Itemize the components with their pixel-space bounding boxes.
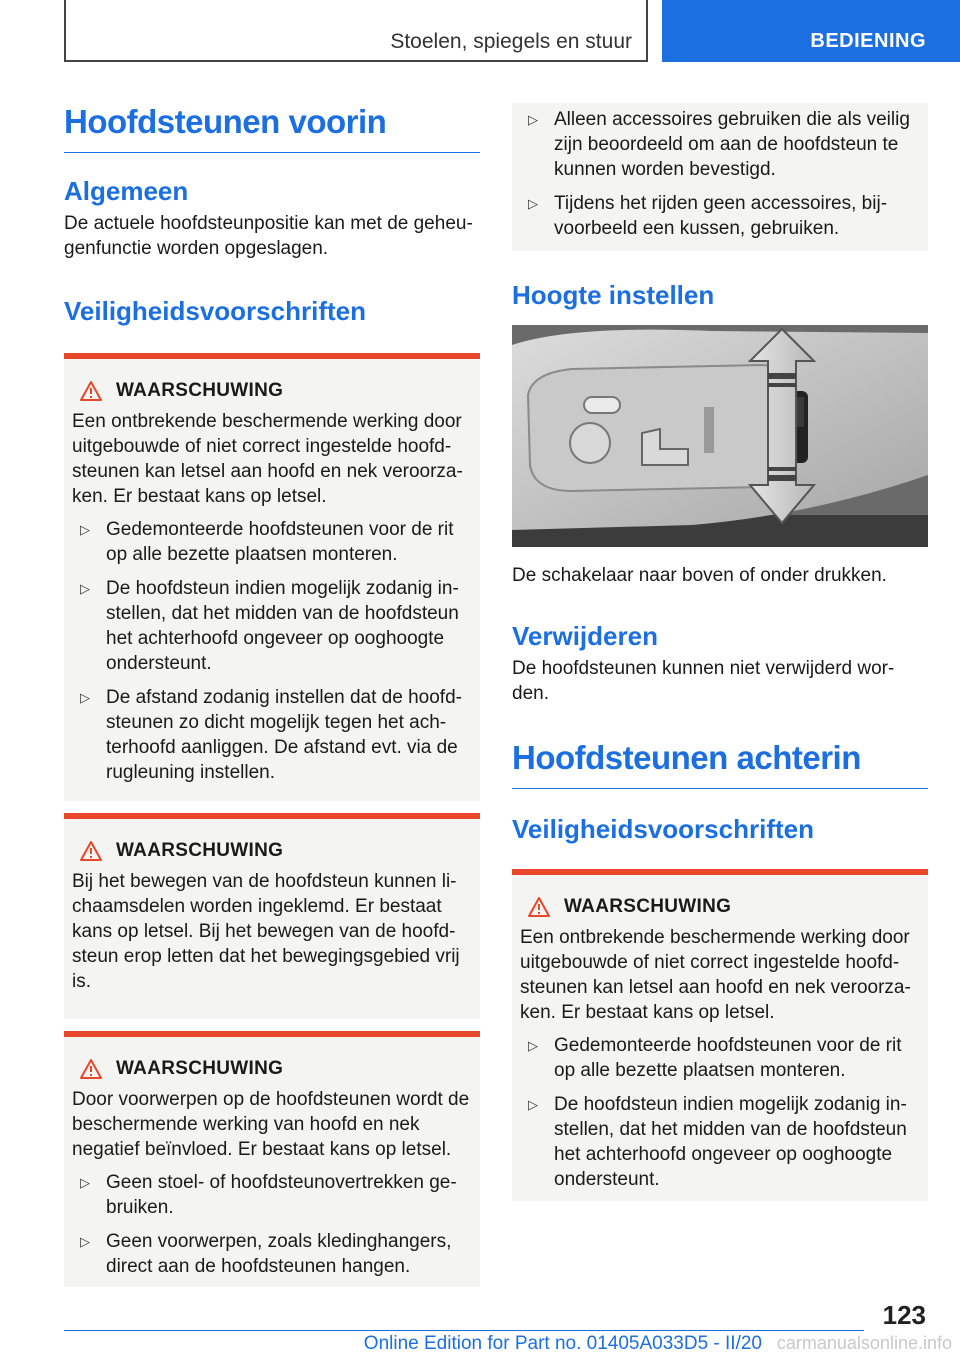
continued-list — [520, 107, 920, 241]
algemeen-heading: Algemeen — [64, 176, 189, 206]
warning-box-4 — [512, 869, 928, 1201]
left-column — [64, 100, 480, 1287]
hoogte-text: De schakelaar naar boven of onder drukken. — [512, 565, 887, 586]
list-item: ▷ Alleen accessoires gebruiken die als veilig zijn beoordeeld om aan de hoofdsteun te kunnen worden bevestigd. — [520, 107, 920, 182]
page-number: 123 — [882, 1300, 926, 1330]
list-item: ▷ Gedemonteerde hoofdsteunen voor de rit op alle bezette plaatsen monteren. — [72, 517, 472, 567]
warning-triangle-icon — [80, 1059, 102, 1079]
warning-list-3 — [72, 1170, 472, 1279]
list-item: ▷ De hoofdsteun indien mogelijk zodanig in-stellen, dat het midden van de hoofdsteun het achterhoofd ongeveer op ooghoogte ondersteunt. — [72, 576, 472, 676]
footer-edition: Online Edition for Part no. 01405A033D5 - II/20 — [363, 1333, 762, 1354]
warning-text-2: Bij het bewegen van de hoofdsteun kunnen li-chaamsdelen worden ingeklemd. Er bestaat kans op letsel. Bij het bewegen van de hoofd-steun erop letten dat het bewegingsgebied vrij is. — [72, 871, 460, 992]
header-chapter-tab — [662, 0, 960, 62]
list-item: ▷ De afstand zodanig instellen dat de hoofd-steunen zo dicht mogelijk tegen het ach-terhoofd aanliggen. De afstand evt. via de rugleuning instellen. — [72, 685, 472, 785]
warning-list-1 — [72, 517, 472, 785]
warning-triangle-icon — [80, 381, 102, 401]
warning-title-1 — [72, 379, 472, 403]
warning-triangle-icon — [80, 841, 102, 861]
safety-heading-2: Veiligheidsvoorschriften — [512, 814, 814, 844]
footer-site-logo: carmanualsonline.info — [776, 1333, 952, 1353]
warning-label-1: WAARSCHUWING — [116, 380, 284, 401]
right-column — [512, 103, 928, 1201]
page-title: Hoofdsteunen voorin — [64, 100, 480, 153]
warning-text-1: Een ontbrekende beschermende werking door uitgebouwde of niet correct ingestelde hoofd-steunen kan letsel aan hoofd en nek veroorza-ken. Er bestaat kans op letsel. — [72, 411, 463, 507]
section-title-achterin: Hoofdsteunen achterin — [512, 736, 928, 789]
header-section-box — [64, 0, 648, 62]
footer-rule — [64, 1330, 864, 1331]
safety-heading: Veiligheidsvoorschriften — [64, 296, 366, 326]
warning-box-1 — [64, 353, 480, 801]
algemeen-text: De actuele hoofdsteunpositie kan met de geheu-genfunctie worden opgeslagen. — [64, 213, 473, 259]
warning-label-2: WAARSCHUWING — [116, 840, 284, 861]
list-item: ▷ Geen stoel- of hoofdsteunovertrekken ge-bruiken. — [72, 1170, 472, 1220]
warning-box-2 — [64, 813, 480, 1019]
header-chapter-label: BEDIENING — [810, 30, 926, 52]
hoogte-heading: Hoogte instellen — [512, 280, 715, 310]
warning-triangle-icon — [528, 897, 550, 917]
warning-title-2 — [72, 839, 472, 863]
warning-label-4: WAARSCHUWING — [564, 896, 732, 917]
verwijderen-heading: Verwijderen — [512, 621, 658, 651]
verwijderen-text: De hoofdsteunen kunnen niet verwijderd wor-den. — [512, 658, 895, 704]
warning-label-3: WAARSCHUWING — [116, 1058, 284, 1079]
warning-list-4 — [520, 1033, 920, 1192]
warning-box-3 — [64, 1031, 480, 1287]
warning-text-3: Door voorwerpen op de hoofdsteunen wordt de beschermende werking van hoofd en nek negatief beïnvloed. Er bestaat kans op letsel. — [72, 1089, 470, 1160]
list-item: ▷ De hoofdsteun indien mogelijk zodanig in-stellen, dat het midden van de hoofdsteun het achterhoofd ongeveer op ooghoogte ondersteunt. — [520, 1092, 920, 1192]
warning-title-4 — [520, 895, 920, 919]
warning-title-3 — [72, 1057, 472, 1081]
continued-warning-box — [512, 103, 928, 251]
warning-text-4: Een ontbrekende beschermende werking door uitgebouwde of niet correct ingestelde hoofd-steunen kan letsel aan hoofd en nek veroorza-ken. Er bestaat kans op letsel. — [520, 927, 911, 1023]
list-item: ▷ Gedemonteerde hoofdsteunen voor de rit op alle bezette plaatsen monteren. — [520, 1033, 920, 1083]
list-item: ▷ Tijdens het rijden geen accessoires, bij-voorbeeld een kussen, gebruiken. — [520, 191, 920, 241]
headrest-switch-photo — [512, 325, 928, 547]
header-section-title: Stoelen, spiegels en stuur — [390, 30, 632, 53]
list-item: ▷ Geen voorwerpen, zoals kledinghangers, direct aan de hoofdsteunen hangen. — [72, 1229, 472, 1279]
